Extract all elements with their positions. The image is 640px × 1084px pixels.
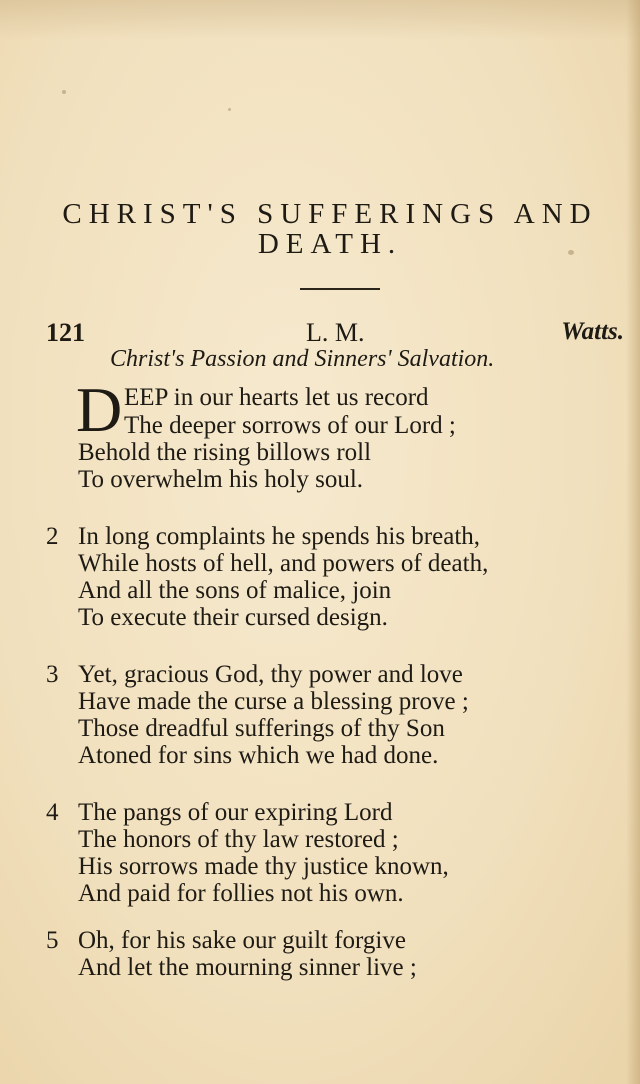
verse-2-line-4: To execute their cursed design. <box>78 604 388 631</box>
verse-2-line-1: In long complaints he spends his breath, <box>78 523 481 550</box>
verse-3-line-1: Yet, gracious God, thy power and love <box>78 661 463 688</box>
verse-number-4: 4 <box>46 799 59 826</box>
hymn-number: 121 <box>46 318 85 347</box>
verse-5-line-2: And let the mourning sinner live ; <box>78 954 417 981</box>
hymn-author: Watts. <box>561 318 624 345</box>
section-title-line-2: DEATH. <box>257 228 403 260</box>
verse-2-line-3: And all the sons of malice, join <box>78 577 392 604</box>
hymn-subtitle: Christ's Passion and Sinners' Salvation. <box>110 346 495 372</box>
verse-number-5: 5 <box>46 927 59 954</box>
verse-4-line-3: His sorrows made thy justice known, <box>78 853 449 880</box>
verse-3-line-4: Atoned for sins which we had done. <box>78 742 439 769</box>
verse-number-3: 3 <box>46 661 59 688</box>
page-edge-shadow <box>626 0 640 1084</box>
section-title-line-1: CHRIST'S SUFFERINGS AND <box>62 198 598 230</box>
verse-1-line-1: EEP in our hearts let us record <box>124 384 429 411</box>
verse-5-line-1: Oh, for his sake our guilt forgive <box>78 927 406 954</box>
title-rule <box>300 288 380 290</box>
hymn-meter: L. M. <box>306 318 365 347</box>
verse-number-2: 2 <box>46 523 59 550</box>
verse-1-line-3: Behold the rising billows roll <box>78 439 372 466</box>
drop-cap: D <box>76 374 123 445</box>
verse-3-line-3: Those dreadful sufferings of thy Son <box>78 715 445 742</box>
paper-speck <box>62 90 66 94</box>
verse-3-line-2: Have made the curse a blessing prove ; <box>78 688 469 715</box>
verse-4-line-4: And paid for follies not his own. <box>78 880 404 907</box>
verse-4-line-2: The honors of thy law restored ; <box>78 826 399 853</box>
verse-2-line-2: While hosts of hell, and powers of death, <box>78 550 489 577</box>
verse-1-line-4: To overwhelm his holy soul. <box>78 466 364 493</box>
page-top-shadow <box>0 0 640 40</box>
verse-1-line-2: The deeper sorrows of our Lord ; <box>124 412 456 439</box>
paper-speck <box>228 108 231 111</box>
verse-4-line-1: The pangs of our expiring Lord <box>78 799 393 826</box>
